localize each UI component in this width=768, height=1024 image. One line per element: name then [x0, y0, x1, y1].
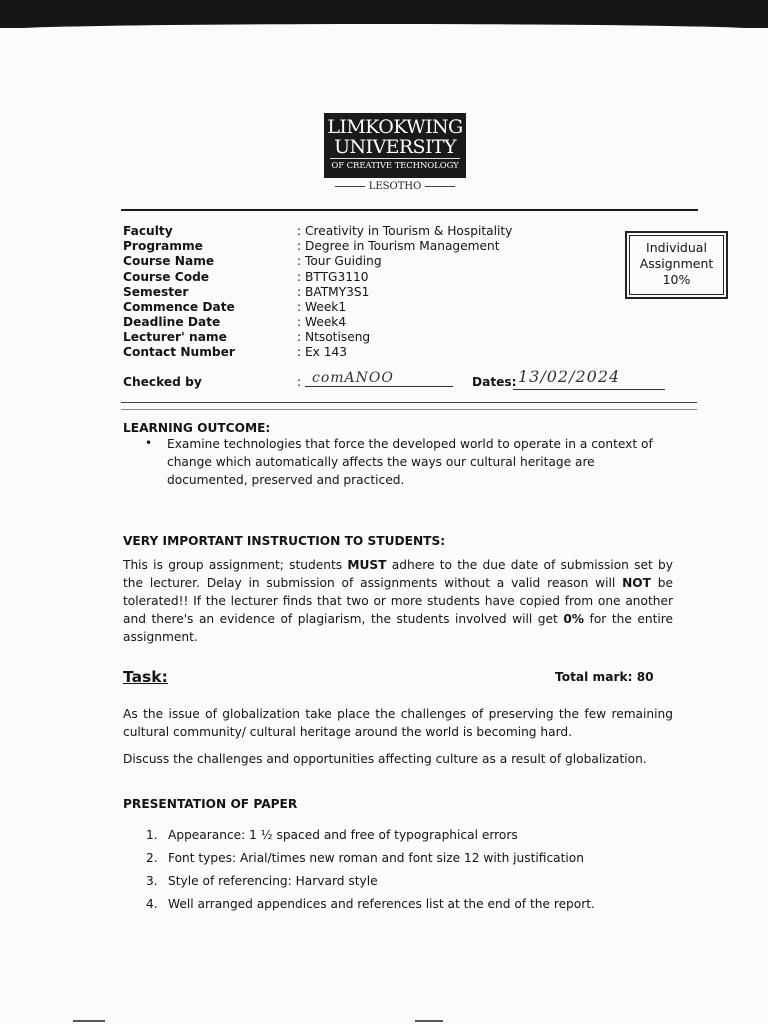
- logo-line-3: OF CREATIVE TECHNOLOGY: [330, 158, 460, 172]
- logo-location-text: LESOTHO: [368, 181, 422, 192]
- info-label: Course Code: [123, 270, 210, 284]
- info-value: : Creativity in Tourism & Hospitality: [297, 224, 513, 238]
- instructions-paragraph: [123, 556, 673, 646]
- list-item: [146, 897, 595, 912]
- info-label: Semester: [123, 285, 189, 299]
- instructions-text-3: be tolerated!! If the lecturer finds that two or more students have copied from one another and there's an evidence of plagiarism, the students involved will get: [123, 576, 674, 626]
- list-item: [146, 874, 378, 889]
- task-paragraph-1: As the issue of globalization take place the challenges of preserving the few remaining cultural community/ cultural heritage around the world is becoming hard.: [123, 707, 673, 739]
- info-value: : Degree in Tourism Management: [297, 239, 500, 253]
- presentation-heading: PRESENTATION OF PAPER: [123, 797, 298, 811]
- info-label: Programme: [123, 239, 203, 253]
- badge-line-2: Assignment: [639, 256, 714, 271]
- list-number: 1.: [146, 828, 158, 842]
- list-item: [146, 851, 584, 866]
- signature-line: [305, 386, 453, 387]
- assignment-type-badge: [625, 231, 728, 299]
- info-label: Contact Number: [123, 345, 235, 359]
- instructions-heading: VERY IMPORTANT INSTRUCTION TO STUDENTS:: [123, 534, 446, 548]
- learning-outcome-text: Examine technologies that force the developed world to operate in a context of change which automatically affects the ways our cultural heritage are documented, preserved and practiced.: [167, 437, 653, 487]
- header-divider: [121, 209, 698, 211]
- task-paragraph-2: Discuss the challenges and opportunities affecting culture as a result of globalization.: [123, 752, 647, 766]
- handwritten-signature: comANOO: [312, 370, 394, 386]
- logo-line-2: UNIVERSITY: [334, 136, 456, 158]
- list-text: Well arranged appendices and references list at the end of the report.: [168, 897, 595, 911]
- info-value: : Ntsotiseng: [297, 330, 371, 344]
- info-label: Lecturer' name: [123, 330, 227, 344]
- checked-by-colon: :: [297, 375, 302, 389]
- list-item: [146, 828, 518, 843]
- section-divider-top: [121, 402, 697, 403]
- scan-top-border-edge: [0, 24, 768, 30]
- info-label: Commence Date: [123, 300, 235, 314]
- info-label: Faculty: [123, 224, 173, 238]
- info-value: : BATMY3S1: [297, 285, 370, 299]
- info-label: Course Name: [123, 254, 215, 268]
- info-value: : Tour Guiding: [297, 254, 382, 268]
- logo-location: [324, 181, 466, 192]
- date-line: [513, 389, 665, 390]
- section-divider-bottom: [121, 409, 697, 410]
- list-number: 2.: [146, 851, 158, 865]
- scan-artifact: [73, 1020, 105, 1022]
- learning-outcome-heading: LEARNING OUTCOME:: [123, 421, 271, 435]
- list-text: Style of referencing: Harvard style: [168, 874, 378, 888]
- badge-line-1: Individual: [646, 240, 707, 255]
- list-number: 4.: [146, 897, 158, 911]
- info-value: : Week4: [297, 315, 347, 329]
- instructions-zero: 0%: [563, 612, 585, 626]
- handwritten-date: 13/02/2024: [518, 367, 621, 386]
- instructions-text-4: for the entire assignment.: [123, 612, 674, 644]
- logo-line-1: LIMKOKWING: [327, 116, 463, 138]
- list-text: Appearance: 1 ½ spaced and free of typographical errors: [168, 828, 518, 842]
- list-text: Font types: Arial/times new roman and font size 12 with justification: [168, 851, 584, 865]
- task-heading: Task:: [123, 668, 168, 686]
- dates-label: Dates:: [472, 375, 517, 389]
- list-number: 3.: [146, 874, 158, 888]
- info-value: : BTTG3110: [297, 270, 369, 284]
- checked-by-label: Checked by: [123, 375, 202, 389]
- university-logo: [324, 113, 466, 178]
- info-label: Deadline Date: [123, 315, 221, 329]
- bullet-icon: •: [145, 436, 153, 450]
- instructions-not: NOT: [622, 576, 651, 590]
- instructions-text-2: adhere to the due date of submission set by the lecturer. Delay in submission of assignments without a valid reason will: [123, 558, 674, 590]
- badge-line-3: 10%: [662, 272, 691, 287]
- instructions-text-1: This is group assignment; students: [123, 558, 348, 572]
- info-value: : Week1: [297, 300, 347, 314]
- info-value: : Ex 143: [297, 345, 348, 359]
- instructions-must: MUST: [347, 558, 387, 572]
- total-mark: Total mark: 80: [555, 670, 654, 684]
- scan-artifact: [415, 1020, 443, 1022]
